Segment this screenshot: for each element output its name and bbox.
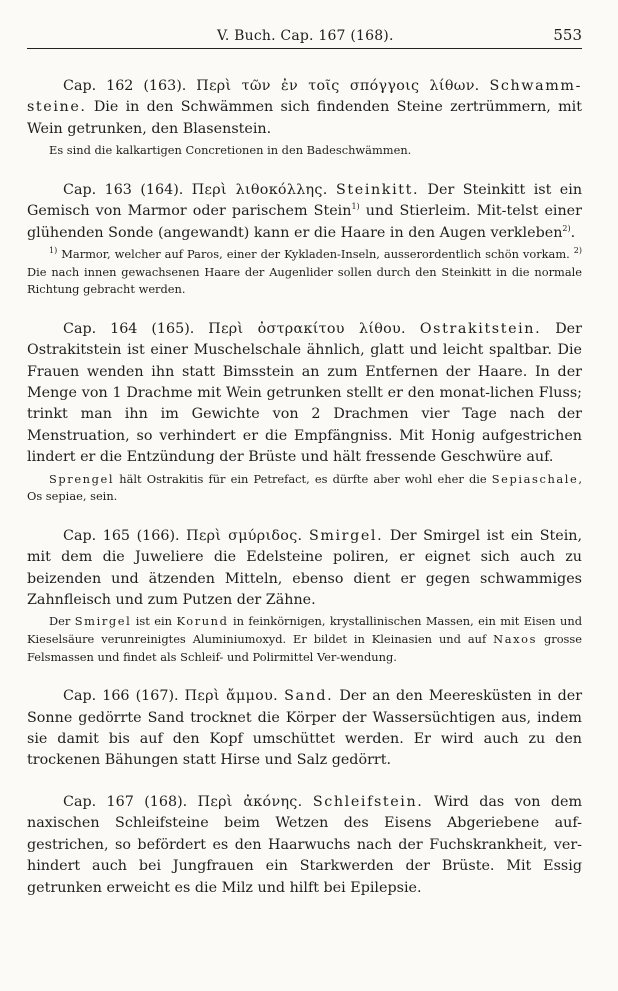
chapter-number: Cap. 167 (168). bbox=[63, 793, 188, 810]
chapter-165 bbox=[27, 526, 582, 612]
spacer bbox=[27, 299, 582, 319]
greek-title: Περὶ ἄμμου. bbox=[184, 688, 278, 705]
page-header bbox=[27, 26, 582, 46]
greek-title: Περὶ ἀκόνης. bbox=[197, 793, 303, 810]
chapter-text: Der an den Meeresküsten in der Sonne gedörrte Sand trocknet die Körper der Wassersüchtigen aus, indem sie damit bis auf den Kopf umschüttet werden. Er wird auch zu den trockenen Bähungen statt Hirse und Salz gedörrt. bbox=[27, 688, 583, 769]
footnote-marker: 2) bbox=[573, 246, 583, 256]
note-text: Die nach innen gewachsenen Haare der Augenlider sollen durch den Steinkitt in die normale Richtung gebracht werden. bbox=[27, 264, 582, 297]
chapter-text: Wird das von dem naxischen Schleifsteine beim Wetzen des Eisens Abgeriebene auf-gestrichen, so befördert es den Haarwuchs nach der Fuchskrankheit, ver-hindert auch bei Jungfrauen ein Starkwerden der Brüste. Mit Essig getrunken erweicht es die Milz und hilft bei Epilepsie. bbox=[27, 793, 583, 896]
german-title: Steinkitt. bbox=[336, 181, 420, 198]
spacer bbox=[27, 506, 582, 526]
note-text: hält Ostrakitis für ein Petrefact, es dürfte aber wohl eher die bbox=[119, 471, 487, 486]
note-text: Der bbox=[49, 614, 71, 629]
chapter-163 bbox=[27, 180, 582, 244]
chapter-166 bbox=[27, 686, 582, 772]
book-page bbox=[27, 26, 582, 899]
note-text: , Os sepiae, sein. bbox=[27, 471, 583, 504]
footnote bbox=[27, 613, 582, 666]
german-title: Schwamm-steine. bbox=[27, 78, 582, 116]
spacer bbox=[27, 772, 582, 792]
author-name: Sprengel bbox=[49, 471, 115, 486]
footnote bbox=[27, 142, 582, 160]
spacer bbox=[27, 666, 582, 686]
note-place: Naxos bbox=[493, 632, 538, 647]
note-term: Korund bbox=[176, 614, 229, 629]
german-title: Sand. bbox=[284, 688, 334, 705]
chapter-text: Die in den Schwämmen sich findenden Steine zertrümmern, mit Wein getrunken, den Blasenstein. bbox=[27, 99, 582, 137]
german-title: Smirgel. bbox=[308, 527, 384, 544]
chapter-text: und Stierleim. Mit-telst einer glühenden Sonde (angewandt) kann er die Haare in den Augen verkleben bbox=[27, 203, 582, 241]
greek-title: Περὶ σμύριδος. bbox=[186, 527, 303, 544]
chapter-number: Cap. 162 (163). bbox=[63, 78, 187, 94]
note-text: Marmor, welcher auf Paros, einer der Kykladen-Inseln, ausserordentlich schön vorkam. bbox=[61, 247, 570, 262]
chapter-number: Cap. 164 (165). bbox=[63, 320, 195, 337]
german-title: Schleifstein. bbox=[312, 793, 424, 810]
chapter-number: Cap. 166 (167). bbox=[63, 688, 179, 705]
chapter-164 bbox=[27, 319, 582, 469]
chapter-162 bbox=[27, 76, 582, 140]
note-text: grosse Felsmassen und findet als Schleif- und Polirmittel Ver-wendung. bbox=[27, 632, 582, 664]
chapter-number: Cap. 165 (166). bbox=[63, 527, 180, 544]
page-number: 553 bbox=[553, 26, 582, 44]
note-text: in feinkörnigen, krystallinischen Massen, ein mit Eisen und Kieselsäure verunreinigtes Aluminiumoxyd. Er bildet in Kleinasien und auf bbox=[27, 614, 583, 647]
footnote-ref: 1) bbox=[351, 202, 360, 212]
footnote-marker: 1) bbox=[49, 246, 58, 256]
note-term: Sepiaschale bbox=[491, 471, 579, 486]
running-head: V. Buch. Cap. 167 (168). bbox=[217, 28, 394, 44]
greek-title: Περὶ τῶν ἐν τοῖς σπόγγοις λίθων. bbox=[196, 78, 480, 94]
note-term: Smirgel bbox=[74, 614, 132, 629]
chapter-text: . bbox=[570, 224, 576, 241]
german-title: Ostrakitstein. bbox=[419, 320, 542, 337]
note-text: ist ein bbox=[135, 614, 172, 629]
note-text: Es sind die kalkartigen Concretionen in den Badeschwämmen. bbox=[49, 143, 412, 158]
chapter-text: Der Smirgel ist ein Stein, mit dem die Juweliere die Edelsteine poliren, er eignet sich auch zu beizenden und ätzenden Mitteln, ebenso dient er gegen schwammiges Zahnfleisch und zum Putzen der Zähne. bbox=[27, 527, 583, 609]
footnote bbox=[27, 471, 582, 506]
page-body bbox=[27, 46, 582, 899]
chapter-167 bbox=[27, 792, 582, 899]
chapter-text: Der Steinkitt ist ein Gemisch von Marmor oder parischem Stein bbox=[27, 181, 583, 220]
footnote bbox=[27, 246, 582, 299]
footnote-ref: 2) bbox=[562, 223, 571, 233]
spacer bbox=[27, 160, 582, 180]
chapter-number: Cap. 163 (164). bbox=[63, 181, 184, 198]
greek-title: Περὶ λιθοκόλλης. bbox=[191, 181, 328, 198]
chapter-text: Der Ostrakitstein ist einer Muschelschale ähnlich, glatt und leicht spaltbar. Die Frauen wenden ihn statt Bimsstein an zum Entfernen der Haare. In der Menge von 1 Drachme mit Wein getrunken stellt er den monat-lichen Fluss; trinkt man ihn im Gewichte von 2 Drachmen vier Tage nach der Menstruation, so verhindert er die Empfängniss. Mit Honig aufgestrichen lindert er die Entzündung der Brüste und hält fressende Geschwüre auf. bbox=[27, 320, 582, 466]
header-rule bbox=[27, 48, 582, 49]
greek-title: Περὶ ὀστρακίτου λίθου. bbox=[208, 320, 406, 337]
